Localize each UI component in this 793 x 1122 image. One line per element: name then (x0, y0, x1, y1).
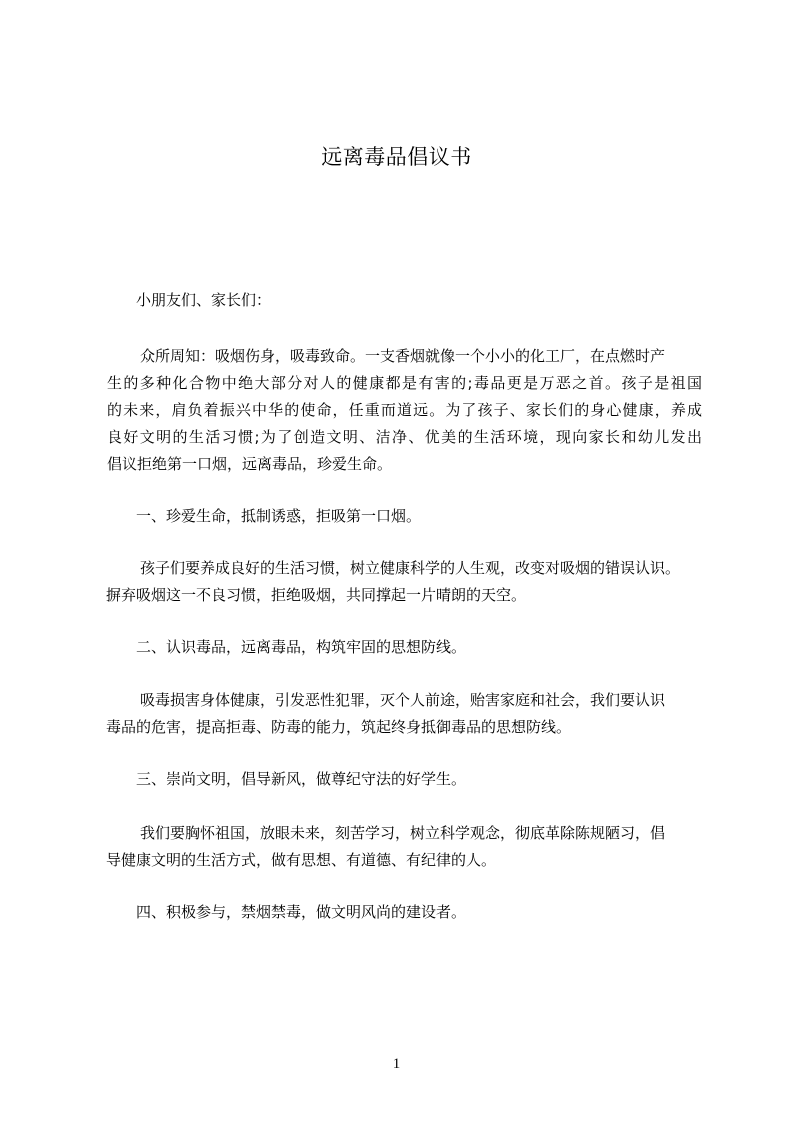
section-1-line-2: 摒弃吸烟这一不良习惯，拒绝吸烟，共同撑起一片晴朗的天空。 (106, 586, 527, 604)
section-3-line-1: 我们要胸怀祖国，放眼未来，刻苦学习，树立科学观念，彻底革除陈规陋习，倡 (140, 824, 666, 842)
section-4-heading: 四、积极参与，禁烟禁毒，做文明风尚的建设者。 (136, 903, 467, 921)
section-2-line-1: 吸毒损害身体健康，引发恶性犯罪，灭个人前途，贻害家庭和社会，我们要认识 (140, 691, 666, 709)
intro-line-5: 倡议拒绝第一口烟，远离毒品，珍爱生命。 (107, 455, 393, 473)
page-number: 1 (392, 1056, 401, 1072)
section-2-line-2: 毒品的危害，提高拒毒、防毒的能力，筑起终身抵御毒品的思想防线。 (106, 718, 572, 736)
section-2-heading: 二、认识毒品，远离毒品，构筑牢固的思想防线。 (136, 638, 467, 656)
section-3-line-2: 导健康文明的生活方式，做有思想、有道德、有纪律的人。 (106, 851, 497, 869)
intro-line-3: 的未来，肩负着振兴中华的使命，任重而道远。为了孩子、家长们的身心健康，养成 (107, 401, 702, 419)
section-3-heading: 三、崇尚文明，倡导新风，做尊纪守法的好学生。 (136, 770, 467, 788)
section-1-line-1: 孩子们要养成良好的生活习惯，树立健康科学的人生观，改变对吸烟的错误认识。 (140, 559, 681, 577)
intro-line-2: 生的多种化合物中绝大部分对人的健康都是有害的;毒品更是万恶之首。孩子是祖国 (107, 374, 702, 392)
document-title: 远离毒品倡议书 (321, 145, 472, 169)
intro-line-1: 众所周知：吸烟伤身，吸毒致命。一支香烟就像一个小小的化工厂，在点燃时产 (140, 347, 666, 365)
intro-line-4: 良好文明的生活习惯;为了创造文明、洁净、优美的生活环境，现向家长和幼儿发出 (107, 428, 702, 446)
section-1-heading: 一、珍爱生命，抵制诱惑，拒吸第一口烟。 (136, 507, 422, 525)
salutation: 小朋友们、家长们： (136, 291, 272, 309)
